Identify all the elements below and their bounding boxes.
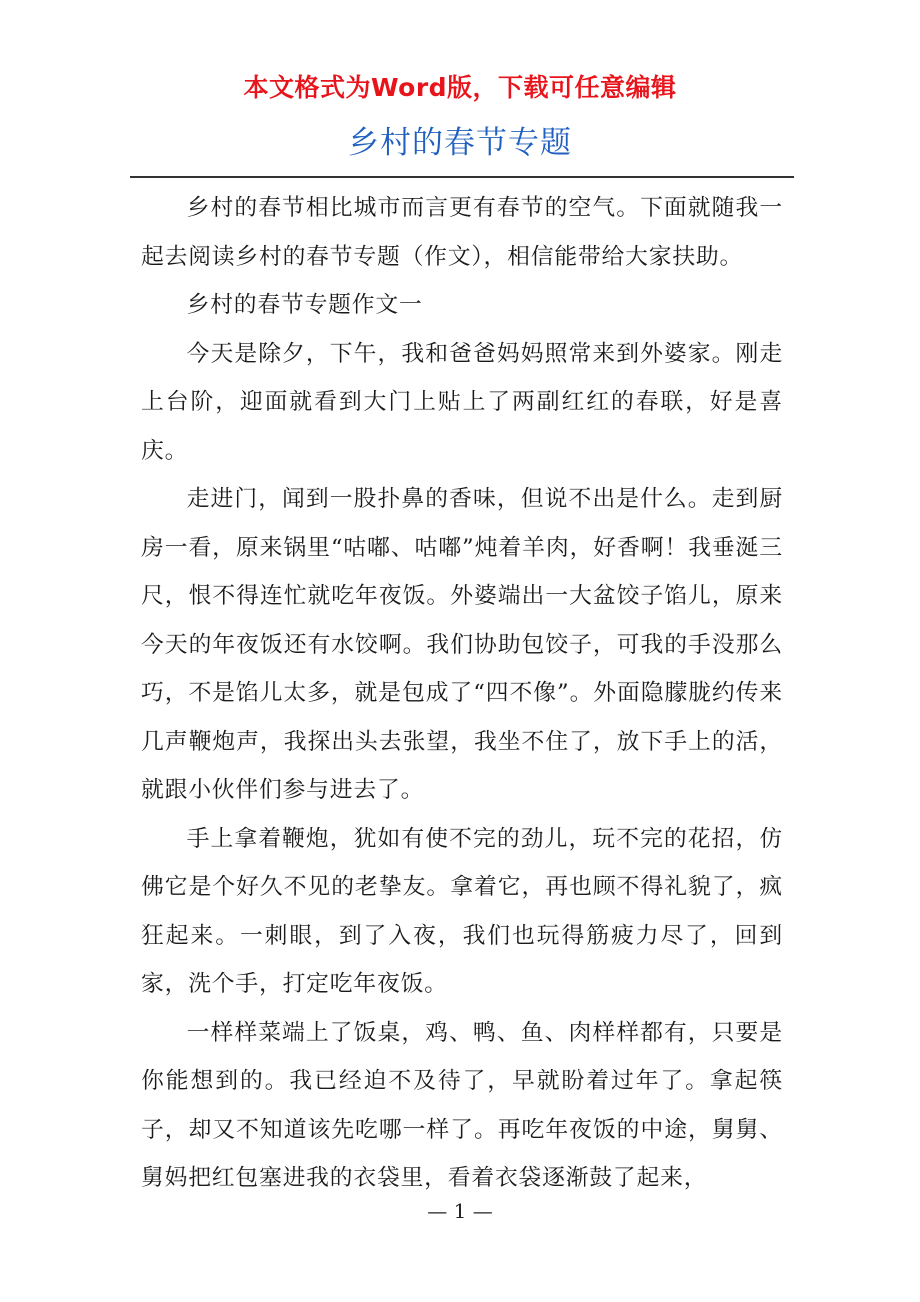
- article-body: [141, 184, 783, 1203]
- title-divider: [130, 176, 794, 178]
- download-notice: 本文格式为Word版，下载可任意编辑: [243, 73, 677, 102]
- page-number: — 1 —: [427, 1199, 493, 1223]
- intro-paragraph: 乡村的春节相比城市而言更有春节的空气。下面就随我一起去阅读乡村的春节专题（作文），相信能带给大家扶助。: [141, 195, 783, 270]
- body-paragraph: 手上拿着鞭炮，犹如有使不完的劲儿，玩不完的花招，仿佛它是个好久不见的老挚友。拿着它，再也顾不得礼貌了，疯狂起来。一刺眼，到了入夜，我们也玩得筋疲力尽了，回到家，洗个手，打定吃年夜饭。: [141, 825, 783, 997]
- body-paragraph: 走进门，闻到一股扑鼻的香味，但说不出是什么。走到厨房一看，原来锅里“咕嘟、咕嘟”炖着羊肉，好香啊！我垂涎三尺，恨不得连忙就吃年夜饭。外婆端出一大盆饺子馅儿，原来今天的年夜饭还有水饺啊。我们协助包饺子，可我的手没那么巧，不是馅儿太多，就是包成了“四不像”。外面隐朦胧约传来几声鞭炮声，我探出头去张望，我坐不住了，放下手上的活，就跟小伙伴们参与进去了。: [141, 486, 783, 803]
- page-title: 乡村的春节专题: [348, 125, 572, 161]
- body-paragraph: 一样样菜端上了饭桌，鸡、鸭、鱼、肉样样都有，只要是你能想到的。我已经迫不及待了，早就盼着过年了。拿起筷子，却又不知道该先吃哪一样了。再吃年夜饭的中途，舅舅、舅妈把红包塞进我的衣袋里，看着衣袋逐渐鼓了起来，: [141, 1019, 783, 1191]
- body-paragraph: 今天是除夕，下午，我和爸爸妈妈照常来到外婆家。刚走上台阶，迎面就看到大门上贴上了两副红红的春联，好是喜庆。: [141, 340, 783, 464]
- section-heading: 乡村的春节专题作文一: [186, 292, 423, 318]
